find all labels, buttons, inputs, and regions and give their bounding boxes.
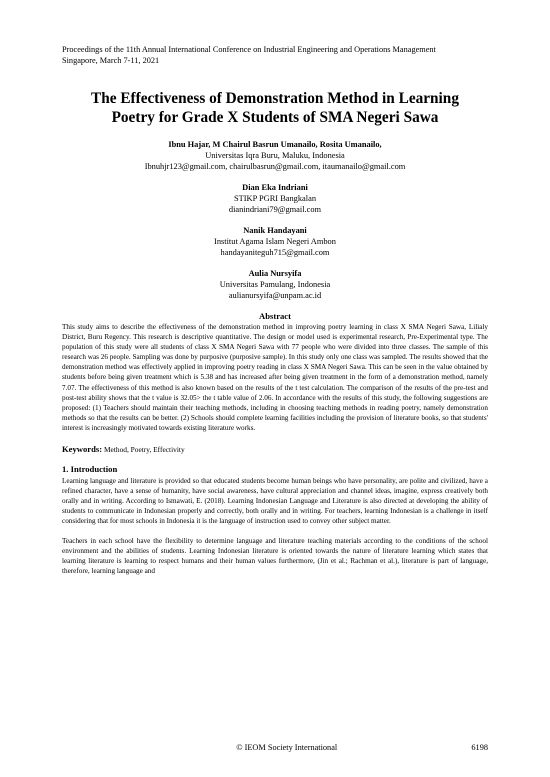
section-heading-introduction: 1. Introduction bbox=[62, 464, 118, 475]
keywords-value: Method, Poetry, Effectivity bbox=[103, 445, 185, 455]
abstract-body: This study aims to describe the effectiveness of the demonstration method in improving poetry learning in class X SMA Negeri Sawa, Lilialy District, Buru Regency. This research is descriptive quantitative. The design or model used is experimental research, Pre-Experimental type. The population of this study were all students of class X SMA Negeri Sawa with 77 people who were divided into three classes. The sample of this research was 26 people. Sampling was done by purposive (purposive sample). In this study only one class was sampled. The results showed that the demonstration method was effectively applied in improving poetry reading in class X SMA Negeri Sawa. This can be seen in the value obtained by students before being given treatment which is 5.38 and has increased after being given treatment in the form of a demonstration method, namely 7.07. The effectiveness of this method is also known based on the results of the t test calculation. The comparison of the results of the pre-test and post-test ability shows that the t value is 32.05> the t table value of 2.06. In accordance with the results of this study, the following suggestions are proposed: (1) Teachers should maintain their teaching methods, including in choosing teaching methods in reading poetry, namely demonstration methods so that the results can be better. (2) Schools should complete learning facilities including the provision of literature books, so that students' interest is increasingly motivated towards existing literature works. bbox=[62, 323, 488, 432]
page-footer bbox=[62, 742, 488, 753]
paper-title bbox=[62, 89, 488, 127]
author-block-2 bbox=[62, 182, 488, 215]
author-block-3 bbox=[62, 225, 488, 258]
author-names: Aulia Nursyifa bbox=[248, 269, 302, 278]
author-affiliation: Universitas Pamulang, Indonesia bbox=[219, 280, 331, 289]
author-names: Dian Eka Indriani bbox=[242, 183, 308, 192]
header-line-1: Proceedings of the 11th Annual International Conference on Industrial Engineering and Operations Management bbox=[62, 45, 436, 54]
keywords-label: Keywords: bbox=[62, 444, 103, 455]
keywords bbox=[62, 444, 488, 455]
running-header bbox=[62, 44, 488, 66]
author-affiliation: Institut Agama Islam Negeri Ambon bbox=[214, 237, 336, 246]
title-line-2: Poetry for Grade X Students of SMA Negeri Sawa bbox=[111, 109, 439, 126]
introduction-paragraph-1: Learning language and literature is provided so that educated students become human beings who have personality, are polite and civilized, have a refined character, have a sense of humanity, have social awareness, have cultural appreciation and channel ideas, imagine, express creatively both orally and in writing. According to Ismawati, E. (2018). Learning Indonesian Language and Literature is also directed at developing the ability of students to communicate in Indonesian properly and correctly, both orally and in writing. For teachers, learning Indonesian is a challenge in itself considering that for most schools in Indonesia it is the language of instruction used to convey other subject matter. bbox=[62, 477, 488, 526]
footer-spacer bbox=[62, 742, 102, 753]
footer-page-number: 6198 bbox=[471, 743, 488, 752]
author-email: aulianursyifa@unpam.ac.id bbox=[228, 291, 322, 300]
author-email: Ibnuhjr123@gmail.com, chairulbasrun@gmail.com, itaumanailo@gmail.com bbox=[144, 162, 406, 171]
author-names: Nanik Handayani bbox=[243, 226, 307, 235]
author-block-1 bbox=[62, 139, 488, 172]
header-line-2: Singapore, March 7-11, 2021 bbox=[62, 56, 160, 65]
author-affiliation: STIKP PGRI Bangkalan bbox=[233, 194, 317, 203]
author-affiliation: Universitas Iqra Buru, Maluku, Indonesia bbox=[205, 151, 345, 160]
author-names: Ibnu Hajar, M Chairul Basrun Umanailo, Rosita Umanailo, bbox=[168, 140, 382, 149]
introduction-paragraph-2: Teachers in each school have the flexibility to determine language and literature teaching materials according to the conditions of the school environment and the abilities of students. Learning Indonesian literature is oriented towards the nature of literature learning which states that learning literature is learning to respect humans and their human values furthermore, (Jin et al.; Rachman et al.), literature is part of language, therefore, learning language and bbox=[62, 536, 488, 575]
title-line-1: The Effectiveness of Demonstration Method in Learning bbox=[91, 90, 459, 107]
abstract-heading: Abstract bbox=[259, 311, 291, 321]
author-email: handayaniteguh715@gmail.com bbox=[220, 248, 330, 257]
footer-society: © IEOM Society International bbox=[236, 743, 338, 752]
author-email: dianindriani79@gmail.com bbox=[228, 205, 322, 214]
author-block-4 bbox=[62, 268, 488, 301]
